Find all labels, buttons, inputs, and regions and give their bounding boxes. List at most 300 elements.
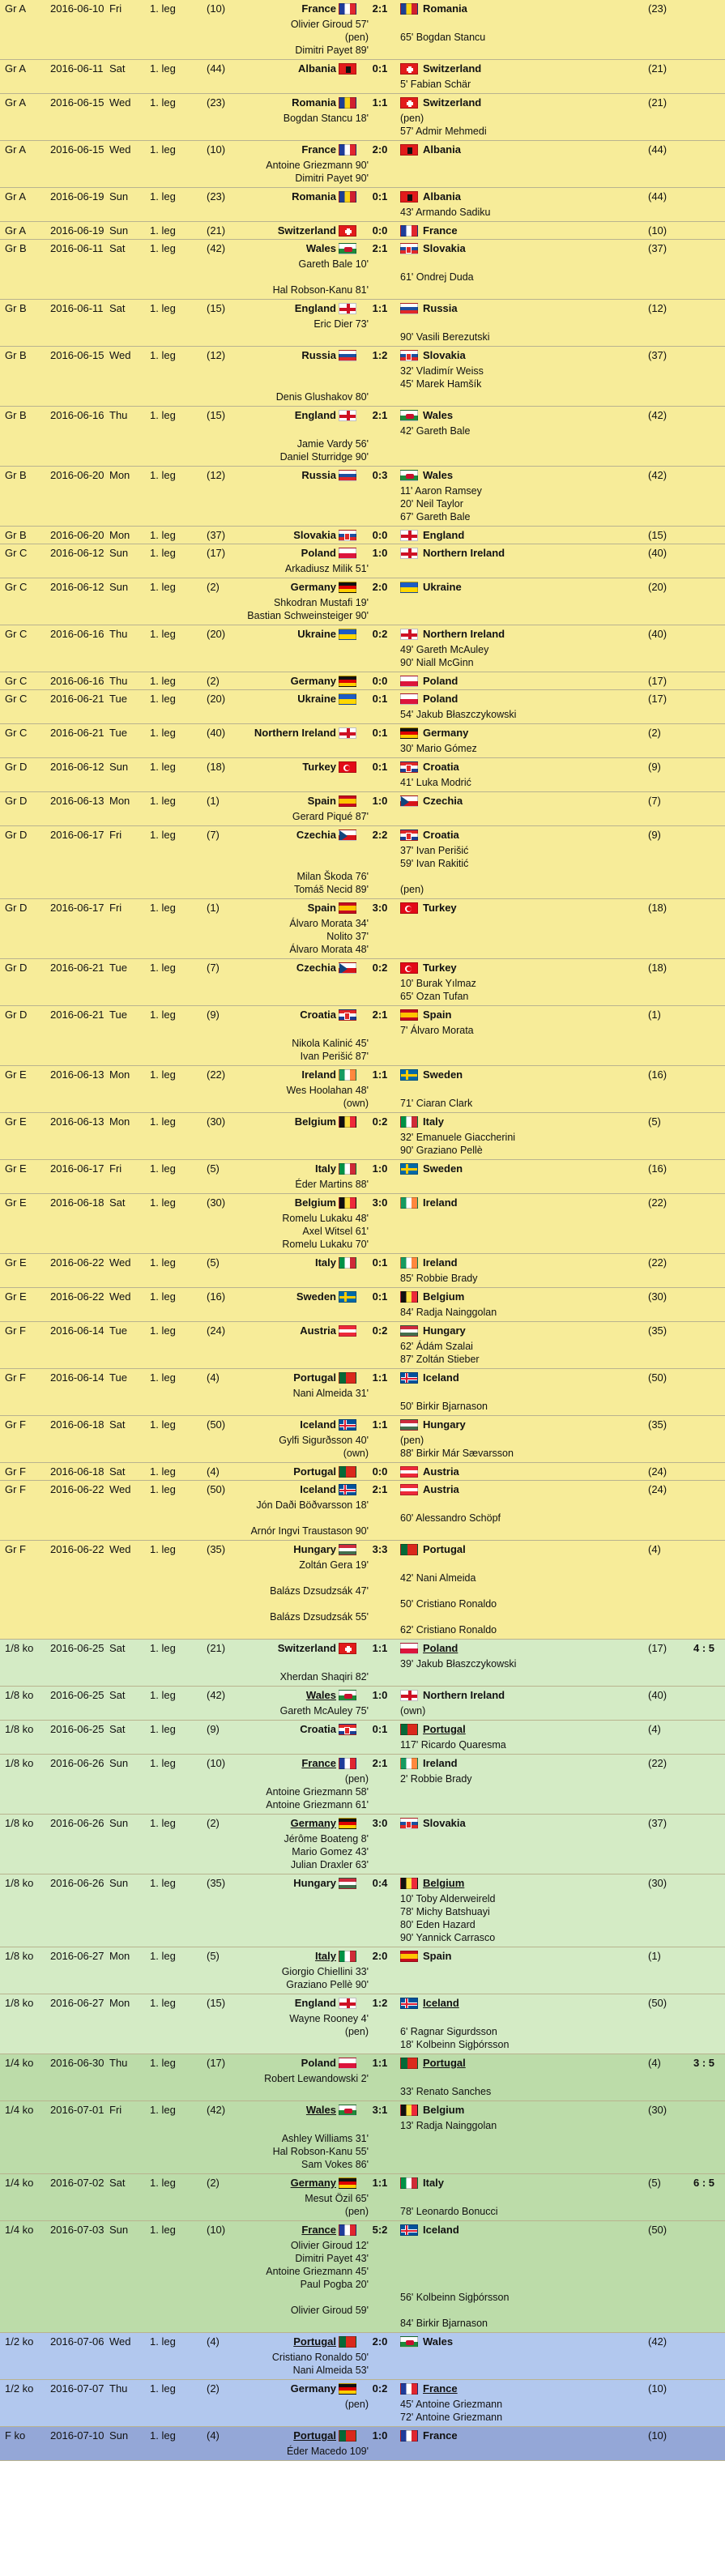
score: 1:1 [372,1418,388,1431]
home-team: Hungary [293,1543,336,1555]
match-date: 2016-06-21 [50,693,104,705]
leg-label: 1. leg [150,547,176,559]
match-date: 2016-06-11 [50,242,104,254]
away-flag-icon [400,470,418,481]
away-flag-icon [400,1009,418,1021]
away-flag-icon [400,582,418,593]
away-team: Iceland [423,2224,459,2236]
leg-label: 1. leg [150,2,176,15]
away-goal: 85' Robbie Brady [400,1273,478,1284]
away-rank: (44) [648,143,667,156]
leg-label: 1. leg [150,1324,176,1337]
home-rank: (23) [207,190,226,203]
match-weekday: Sun [109,224,129,237]
home-team: England [294,409,336,421]
away-rank: (18) [648,902,667,914]
score: 1:1 [372,2057,388,2069]
home-team: Russia [301,469,336,481]
away-rank: (24) [648,1483,667,1495]
away-rank: (40) [648,1689,667,1701]
leg-label: 1. leg [150,1009,176,1021]
match-date: 2016-06-15 [50,96,104,109]
leg-label: 1. leg [150,62,176,75]
home-flag-icon [339,225,356,237]
home-rank: (1) [207,795,220,807]
home-team: Spain [307,902,336,914]
away-goal: 5' Fabian Schär [400,79,471,90]
home-goal: Axel Witsel 61' [302,1226,369,1237]
away-goal: 71' Ciaran Clark [400,1098,473,1109]
away-goal: 10' Toby Alderweireld [400,1893,496,1904]
leg-label: 1. leg [150,529,176,541]
away-goal: 13' Radja Nainggolan [400,2120,497,2131]
home-goal: Antoine Griezmann 90' [266,160,369,171]
home-goal: Ivan Perišić 87' [300,1051,369,1062]
match-row [0,347,725,407]
away-flag-icon [400,2177,418,2189]
match-weekday: Mon [109,1997,130,2009]
away-flag-icon [400,1069,418,1081]
home-rank: (50) [207,1418,226,1431]
home-rank: (2) [207,1817,220,1829]
away-rank: (21) [648,62,667,75]
match-row [0,1066,725,1113]
match-row [0,407,725,467]
match-date: 2016-06-18 [50,1465,104,1478]
home-goal: Dimitri Payet 43' [295,2253,369,2264]
away-team: Italy [423,1115,445,1128]
home-goal: Antoine Griezmann 58' [266,1786,369,1798]
home-rank: (21) [207,224,226,237]
home-goal: Bastian Schweinsteiger 90' [247,610,369,621]
home-goal: Eric Dier 73' [313,318,369,330]
away-flag-icon [400,1724,418,1735]
away-goal: 57' Admir Mehmedi [400,126,487,137]
leg-label: 1. leg [150,1543,176,1555]
home-flag-icon [339,1998,356,2009]
match-weekday: Sat [109,1642,126,1654]
score: 3:0 [372,902,388,914]
match-date: 2016-06-15 [50,349,104,361]
away-team: Turkey [423,962,457,974]
home-flag-icon [339,1484,356,1495]
match-row [0,2174,725,2221]
away-goal: 62' Ádám Szalai [400,1341,473,1352]
stage-label: Gr C [5,628,28,640]
home-team: France [301,2224,336,2236]
away-goal: 37' Ivan Perišić [400,845,469,856]
away-rank: (30) [648,2104,667,2116]
away-team: Ireland [423,1757,458,1769]
match-weekday: Thu [109,628,128,640]
away-rank: (35) [648,1324,667,1337]
home-team: Germany [290,2177,336,2189]
match-weekday: Sat [109,2177,126,2189]
away-goal: 50' Cristiano Ronaldo [400,1598,497,1610]
away-team: Ireland [423,1256,458,1269]
away-goal: 60' Alessandro Schöpf [400,1512,501,1524]
stage-label: Gr B [5,242,27,254]
home-team: France [301,1757,336,1769]
away-rank: (42) [648,2335,667,2348]
match-row [0,2054,725,2101]
match-date: 2016-06-12 [50,761,104,773]
home-goal: Julian Draxler 63' [290,1859,369,1870]
home-team: Germany [290,675,336,687]
away-flag-icon [400,1419,418,1431]
home-rank: (23) [207,96,226,109]
leg-label: 1. leg [150,1483,176,1495]
score: 1:1 [372,1068,388,1081]
away-goal: 90' Vasili Berezutski [400,331,490,343]
home-flag-icon [339,144,356,156]
match-row [0,527,725,544]
away-flag-icon [400,676,418,687]
away-goal: 56' Kolbeinn Sigþórsson [400,2292,510,2303]
match-row [0,467,725,527]
home-flag-icon [339,1544,356,1555]
home-rank: (35) [207,1877,226,1889]
away-team: Belgium [423,1877,465,1889]
match-row [0,60,725,94]
away-team: Portugal [423,1543,466,1555]
away-goal: 49' Gareth McAuley [400,644,489,655]
away-team: Sweden [423,1162,463,1175]
away-goal: 84' Birkir Bjarnason [400,2318,488,2329]
goal-note: (pen) [400,884,424,895]
home-rank: (17) [207,2057,226,2069]
home-rank: (9) [207,1723,220,1735]
away-team: Switzerland [423,62,482,75]
stage-label: 1/8 ko [5,1757,34,1769]
match-date: 2016-06-15 [50,143,104,156]
away-goal: 80' Eden Hazard [400,1919,476,1930]
away-goal: 11' Aaron Ramsey [400,485,482,497]
home-team: Ireland [301,1068,336,1081]
away-rank: (9) [648,761,661,773]
away-rank: (1) [648,1950,661,1962]
match-weekday: Sat [109,1418,126,1431]
match-weekday: Wed [109,143,131,156]
home-rank: (24) [207,1324,226,1337]
away-flag-icon [400,2336,418,2348]
away-goal: 90' Graziano Pellè [400,1145,483,1156]
match-weekday: Mon [109,529,130,541]
home-rank: (2) [207,2177,220,2189]
away-flag-icon [400,1197,418,1209]
match-date: 2016-06-20 [50,529,104,541]
home-goal: Éder Martins 88' [295,1179,369,1190]
home-team: Czechia [296,829,336,841]
away-rank: (50) [648,2224,667,2236]
stage-label: Gr C [5,547,28,559]
home-rank: (7) [207,962,220,974]
away-rank: (5) [648,1115,661,1128]
score: 1:0 [372,547,388,559]
home-flag-icon [339,795,356,807]
match-weekday: Sun [109,1757,129,1769]
match-weekday: Tue [109,693,127,705]
home-goal: Romelu Lukaku 70' [282,1239,369,1250]
home-team: France [301,2,336,15]
stage-label: Gr B [5,302,27,314]
match-row [0,724,725,758]
home-team: Germany [290,581,336,593]
away-rank: (44) [648,190,667,203]
home-goal: Gareth McAuley 75' [279,1705,369,1717]
stage-label: Gr E [5,1256,27,1269]
away-flag-icon [400,2383,418,2395]
home-flag-icon [339,63,356,75]
home-flag-icon [339,629,356,640]
match-weekday: Sat [109,1723,126,1735]
away-flag-icon [400,2430,418,2442]
home-team: Austria [300,1324,336,1337]
goal-note: (pen) [344,2206,369,2217]
home-team: Belgium [294,1196,336,1209]
stage-label: Gr B [5,469,27,481]
home-team: Slovakia [293,529,336,541]
home-goal: Bogdan Stancu 18' [283,113,369,124]
away-rank: (22) [648,1256,667,1269]
leg-label: 1. leg [150,962,176,974]
home-rank: (22) [207,1068,226,1081]
match-weekday: Sun [109,2429,129,2442]
away-flag-icon [400,97,418,109]
match-row [0,625,725,672]
away-rank: (17) [648,1642,667,1654]
stage-label: Gr E [5,1068,27,1081]
match-weekday: Thu [109,2057,128,2069]
match-row [0,300,725,347]
away-rank: (42) [648,469,667,481]
away-flag-icon [400,962,418,974]
home-rank: (10) [207,1757,226,1769]
match-date: 2016-06-14 [50,1324,104,1337]
match-row [0,2221,725,2333]
away-flag-icon [400,1951,418,1962]
home-goal: Jérôme Boateng 8' [284,1833,369,1845]
away-rank: (16) [648,1068,667,1081]
home-team: Italy [314,1256,336,1269]
match-weekday: Tue [109,1371,127,1384]
away-flag-icon [400,830,418,841]
away-goal: 54' Jakub Błaszczykowski [400,709,517,720]
home-rank: (10) [207,143,226,156]
home-rank: (5) [207,1256,220,1269]
home-goal: Tomáš Necid 89' [293,884,369,895]
home-flag-icon [339,676,356,687]
stage-label: 1/8 ko [5,1642,34,1654]
score: 2:0 [372,581,388,593]
stage-label: Gr D [5,829,28,841]
score: 1:0 [372,795,388,807]
away-flag-icon [400,902,418,914]
score: 2:1 [372,1483,388,1495]
match-weekday: Mon [109,1068,130,1081]
home-flag-icon [339,410,356,421]
home-flag-icon [339,2430,356,2442]
home-flag-icon [339,2058,356,2069]
match-weekday: Wed [109,1483,131,1495]
home-rank: (30) [207,1115,226,1128]
match-weekday: Wed [109,1256,131,1269]
home-team: Wales [305,242,336,254]
match-row [0,222,725,240]
away-team: Russia [423,302,458,314]
stage-label: Gr D [5,761,28,773]
home-team: Iceland [300,1483,336,1495]
away-flag-icon [400,144,418,156]
leg-label: 1. leg [150,829,176,841]
score: 0:2 [372,2382,388,2395]
score: 1:1 [372,96,388,109]
away-goal: 87' Zoltán Stieber [400,1354,480,1365]
home-team: Turkey [302,761,336,773]
home-rank: (40) [207,727,226,739]
match-date: 2016-06-21 [50,727,104,739]
away-flag-icon [400,63,418,75]
home-goal: Éder Macedo 109' [286,2446,369,2457]
away-team: Poland [423,1642,458,1654]
away-rank: (4) [648,1723,661,1735]
match-weekday: Sun [109,547,129,559]
away-team: Switzerland [423,96,482,109]
match-date: 2016-06-26 [50,1877,104,1889]
stage-label: Gr F [5,1483,26,1495]
leg-label: 1. leg [150,190,176,203]
match-weekday: Wed [109,349,131,361]
leg-label: 1. leg [150,902,176,914]
away-goal: 117' Ricardo Quaresma [400,1739,506,1751]
away-rank: (35) [648,1418,667,1431]
away-goal: 41' Luka Modrić [400,777,471,788]
home-team: Poland [301,2057,336,2069]
score: 0:2 [372,962,388,974]
score: 1:2 [372,349,388,361]
match-date: 2016-07-10 [50,2429,104,2442]
away-flag-icon [400,727,418,739]
away-rank: (15) [648,529,667,541]
leg-label: 1. leg [150,2224,176,2236]
home-flag-icon [339,191,356,203]
home-flag-icon [339,2336,356,2348]
home-rank: (10) [207,2,226,15]
score: 2:1 [372,2,388,15]
home-flag-icon [339,1116,356,1128]
away-goal: 30' Mario Gómez [400,743,477,754]
match-row [0,1006,725,1066]
away-flag-icon [400,1291,418,1303]
match-date: 2016-06-27 [50,1997,104,2009]
match-date: 2016-06-11 [50,62,104,75]
match-weekday: Wed [109,1290,131,1303]
leg-label: 1. leg [150,761,176,773]
home-goal: Gareth Bale 10' [298,258,369,270]
stage-label: Gr D [5,902,28,914]
match-weekday: Mon [109,1950,130,1962]
home-team: Germany [290,1817,336,1829]
stage-label: Gr C [5,727,28,739]
away-flag-icon [400,2105,418,2116]
score: 0:1 [372,727,388,739]
match-date: 2016-06-25 [50,1689,104,1701]
away-team: Belgium [423,2104,465,2116]
home-goal: Daniel Sturridge 90' [279,451,369,463]
away-flag-icon [400,303,418,314]
match-row [0,758,725,792]
home-flag-icon [339,693,356,705]
away-flag-icon [400,1466,418,1478]
away-goal: 45' Marek Hamšík [400,378,482,390]
match-row [0,2101,725,2174]
home-goal: Olivier Giroud 12' [290,2240,369,2251]
away-team: Spain [423,1950,452,1962]
match-row [0,1481,725,1541]
home-team: Italy [314,1162,336,1175]
match-row [0,1369,725,1416]
match-date: 2016-06-22 [50,1290,104,1303]
match-date: 2016-06-16 [50,675,104,687]
match-date: 2016-07-06 [50,2335,104,2348]
home-rank: (1) [207,902,220,914]
match-date: 2016-06-10 [50,2,104,15]
home-team: Wales [305,2104,336,2116]
away-rank: (23) [648,2,667,15]
away-team: Ukraine [423,581,462,593]
match-date: 2016-06-25 [50,1642,104,1654]
home-team: Wales [305,1689,336,1701]
leg-label: 1. leg [150,2335,176,2348]
match-date: 2016-06-22 [50,1256,104,1269]
match-date: 2016-06-12 [50,547,104,559]
away-team: England [423,529,465,541]
home-goal: Arnór Ingvi Traustason 90' [250,1525,369,1537]
score: 2:0 [372,2335,388,2348]
stage-label: 1/8 ko [5,1689,34,1701]
home-goal: Romelu Lukaku 48' [282,1213,369,1224]
home-team: Romania [292,96,336,109]
away-rank: (50) [648,1997,667,2009]
match-weekday: Sat [109,62,126,75]
match-row [0,899,725,959]
score: 3:0 [372,1196,388,1209]
away-team: Wales [423,2335,454,2348]
match-weekday: Sun [109,761,129,773]
match-date: 2016-06-21 [50,962,104,974]
penalty-aggregate: 3 : 5 [693,2057,715,2069]
match-row [0,1194,725,1254]
match-date: 2016-06-16 [50,409,104,421]
away-team: France [423,224,458,237]
match-row [0,94,725,141]
home-flag-icon [339,548,356,559]
stage-label: Gr C [5,581,28,593]
stage-label: 1/8 ko [5,1723,34,1735]
match-date: 2016-07-07 [50,2382,104,2395]
home-rank: (12) [207,349,226,361]
away-flag-icon [400,243,418,254]
match-date: 2016-06-22 [50,1483,104,1495]
away-team: Ireland [423,1196,458,1209]
stage-label: Gr A [5,2,27,15]
home-rank: (44) [207,62,226,75]
home-flag-icon [339,530,356,541]
stage-label: 1/2 ko [5,2382,34,2395]
home-flag-icon [339,1466,356,1478]
stage-label: 1/2 ko [5,2335,34,2348]
home-goal: Cristiano Ronaldo 50' [271,2352,369,2363]
